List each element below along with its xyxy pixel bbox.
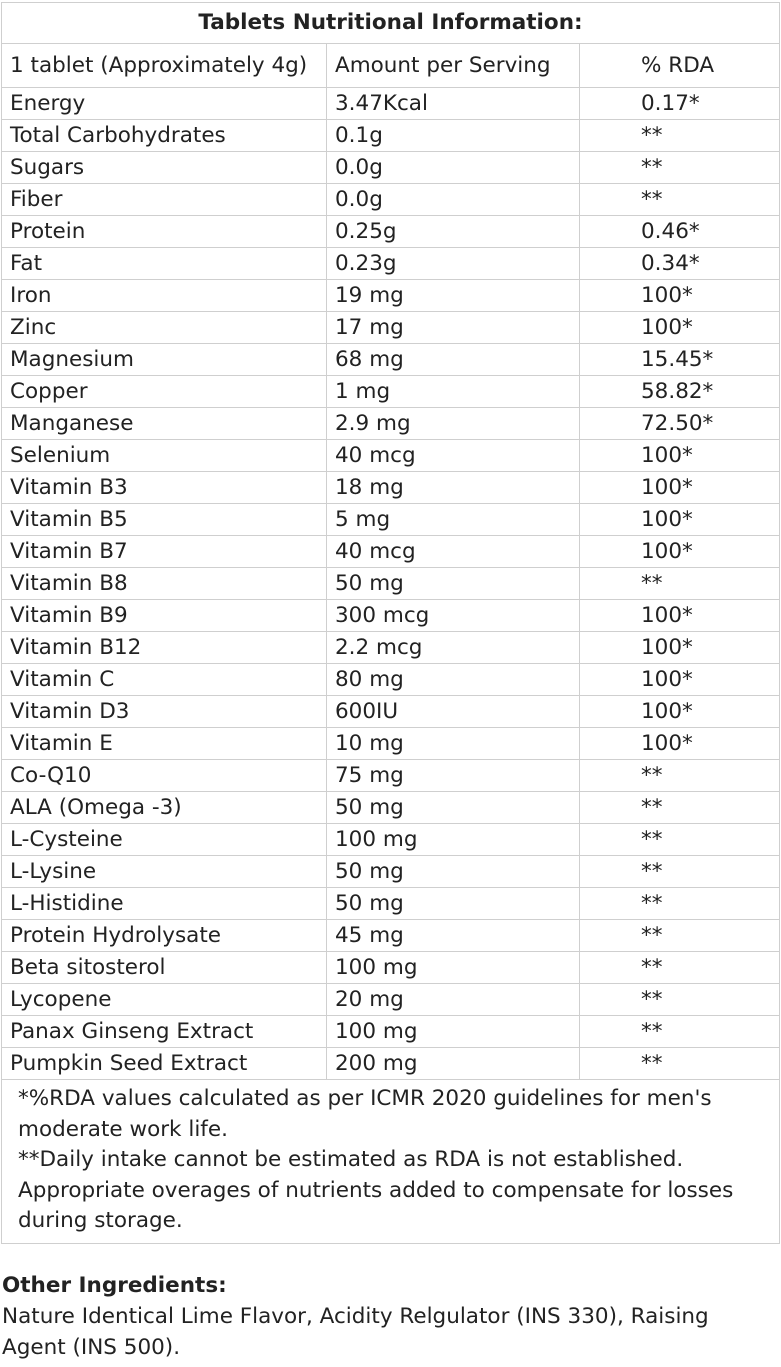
table-row — [2, 344, 780, 376]
nutrient-amount: 100 mg — [327, 1016, 580, 1048]
table-header-row — [2, 44, 780, 88]
nutrient-amount: 17 mg — [327, 312, 580, 344]
table-row — [2, 408, 780, 440]
nutrient-name: Magnesium — [2, 344, 327, 376]
table-row — [2, 152, 780, 184]
nutrient-name: Lycopene — [2, 984, 327, 1016]
nutrient-name: Vitamin C — [2, 664, 327, 696]
nutrient-rda: 100* — [580, 312, 780, 344]
nutrient-amount: 2.9 mg — [327, 408, 580, 440]
nutrient-rda: ** — [580, 184, 780, 216]
table-row — [2, 248, 780, 280]
other-ingredients-text: Nature Identical Lime Flavor, Acidity Relgulator (INS 330), Raising Agent (INS 500). — [2, 1304, 709, 1360]
nutrient-rda: 72.50* — [580, 408, 780, 440]
table-row — [2, 696, 780, 728]
nutrient-amount: 300 mcg — [327, 600, 580, 632]
nutrient-name: Pumpkin Seed Extract — [2, 1048, 327, 1080]
nutrient-amount: 0.25g — [327, 216, 580, 248]
nutrient-rda: ** — [580, 792, 780, 824]
nutrient-name: Beta sitosterol — [2, 952, 327, 984]
nutrient-name: Protein — [2, 216, 327, 248]
nutrient-amount: 20 mg — [327, 984, 580, 1016]
nutrient-name: Copper — [2, 376, 327, 408]
nutrient-rda: ** — [580, 760, 780, 792]
table-row — [2, 920, 780, 952]
nutrient-rda: 100* — [580, 600, 780, 632]
table-row — [2, 824, 780, 856]
footnote-no-rda: **Daily intake cannot be estimated as RDA is not established. Appropriate overages of nutrients added to compensate for losses during storage. — [18, 1147, 734, 1233]
nutrient-amount: 18 mg — [327, 472, 580, 504]
nutrient-rda: ** — [580, 120, 780, 152]
nutrient-amount: 0.23g — [327, 248, 580, 280]
nutrient-amount: 1 mg — [327, 376, 580, 408]
table-row — [2, 792, 780, 824]
nutrient-rda: 58.82* — [580, 376, 780, 408]
nutrient-name: Energy — [2, 88, 327, 120]
table-row — [2, 600, 780, 632]
nutrient-amount: 75 mg — [327, 760, 580, 792]
nutrient-rda: 100* — [580, 728, 780, 760]
table-row — [2, 216, 780, 248]
nutrient-amount: 50 mg — [327, 856, 580, 888]
table-row — [2, 280, 780, 312]
table-row — [2, 888, 780, 920]
table-row — [2, 632, 780, 664]
table-row — [2, 536, 780, 568]
nutrient-name: Vitamin B5 — [2, 504, 327, 536]
table-title: Tablets Nutritional Information: — [2, 3, 780, 44]
nutrient-name: Fat — [2, 248, 327, 280]
nutrient-rda: ** — [580, 1016, 780, 1048]
table-row — [2, 184, 780, 216]
nutrient-name: Manganese — [2, 408, 327, 440]
nutrient-name: Vitamin E — [2, 728, 327, 760]
table-row — [2, 440, 780, 472]
nutrient-rda: 0.34* — [580, 248, 780, 280]
nutrient-name: ALA (Omega -3) — [2, 792, 327, 824]
nutrient-rda: ** — [580, 568, 780, 600]
table-row — [2, 472, 780, 504]
nutrient-rda: 100* — [580, 536, 780, 568]
nutrient-amount: 45 mg — [327, 920, 580, 952]
table-row — [2, 984, 780, 1016]
nutrient-rda: 100* — [580, 632, 780, 664]
table-row — [2, 88, 780, 120]
nutrient-rda: ** — [580, 856, 780, 888]
nutrient-name: L-Histidine — [2, 888, 327, 920]
nutrient-amount: 10 mg — [327, 728, 580, 760]
nutrition-table — [1, 2, 780, 1244]
nutrient-amount: 0.0g — [327, 152, 580, 184]
nutrient-rda: 0.17* — [580, 88, 780, 120]
nutrient-amount: 0.0g — [327, 184, 580, 216]
nutrient-name: Vitamin B9 — [2, 600, 327, 632]
nutrient-rda: ** — [580, 888, 780, 920]
nutrient-name: Protein Hydrolysate — [2, 920, 327, 952]
other-ingredients-title: Other Ingredients: — [2, 1273, 227, 1298]
nutrient-rda: 100* — [580, 440, 780, 472]
footnote-rda: *%RDA values calculated as per ICMR 2020 guidelines for men's moderate work life. — [18, 1086, 712, 1142]
nutrient-name: L-Lysine — [2, 856, 327, 888]
nutrient-amount: 80 mg — [327, 664, 580, 696]
nutrient-rda: 100* — [580, 696, 780, 728]
nutrient-name: Vitamin D3 — [2, 696, 327, 728]
nutrient-amount: 40 mcg — [327, 536, 580, 568]
table-row — [2, 760, 780, 792]
nutrient-amount: 3.47Kcal — [327, 88, 580, 120]
nutrient-amount: 40 mcg — [327, 440, 580, 472]
nutrient-rda: ** — [580, 984, 780, 1016]
table-row — [2, 952, 780, 984]
nutrient-rda: ** — [580, 920, 780, 952]
nutrient-name: Selenium — [2, 440, 327, 472]
nutrient-name: Zinc — [2, 312, 327, 344]
nutrient-name: L-Cysteine — [2, 824, 327, 856]
nutrient-name: Panax Ginseng Extract — [2, 1016, 327, 1048]
nutrient-name: Iron — [2, 280, 327, 312]
nutrient-name: Co-Q10 — [2, 760, 327, 792]
table-row — [2, 312, 780, 344]
nutrient-amount: 100 mg — [327, 952, 580, 984]
nutrient-rda: 100* — [580, 280, 780, 312]
table-row — [2, 568, 780, 600]
nutrient-amount: 19 mg — [327, 280, 580, 312]
nutrient-amount: 5 mg — [327, 504, 580, 536]
nutrient-name: Total Carbohydrates — [2, 120, 327, 152]
nutrient-rda: ** — [580, 152, 780, 184]
nutrient-amount: 68 mg — [327, 344, 580, 376]
nutrient-name: Sugars — [2, 152, 327, 184]
nutrient-rda: 100* — [580, 472, 780, 504]
nutrient-rda: ** — [580, 824, 780, 856]
nutrient-amount: 100 mg — [327, 824, 580, 856]
nutrient-rda: 0.46* — [580, 216, 780, 248]
table-row — [2, 376, 780, 408]
nutrient-rda: ** — [580, 1048, 780, 1080]
nutrient-rda: 100* — [580, 664, 780, 696]
table-row — [2, 120, 780, 152]
nutrient-rda: ** — [580, 952, 780, 984]
nutrient-rda: 100* — [580, 504, 780, 536]
nutrient-name: Fiber — [2, 184, 327, 216]
table-row — [2, 1016, 780, 1048]
nutrient-amount: 50 mg — [327, 568, 580, 600]
column-header-rda: % RDA — [580, 44, 780, 88]
table-row — [2, 728, 780, 760]
column-header-serving: 1 tablet (Approximately 4g) — [2, 44, 327, 88]
nutrient-rda: 15.45* — [580, 344, 780, 376]
table-row — [2, 856, 780, 888]
nutrient-amount: 2.2 mcg — [327, 632, 580, 664]
other-ingredients — [2, 1270, 772, 1363]
table-row — [2, 1048, 780, 1080]
column-header-amount: Amount per Serving — [327, 44, 580, 88]
nutrient-name: Vitamin B7 — [2, 536, 327, 568]
table-row — [2, 664, 780, 696]
footnotes — [2, 1080, 780, 1244]
nutrient-amount: 0.1g — [327, 120, 580, 152]
nutrient-amount: 50 mg — [327, 888, 580, 920]
table-body — [2, 88, 780, 1080]
table-row — [2, 504, 780, 536]
nutrient-amount: 50 mg — [327, 792, 580, 824]
nutrient-name: Vitamin B3 — [2, 472, 327, 504]
nutrient-amount: 600IU — [327, 696, 580, 728]
nutrient-name: Vitamin B12 — [2, 632, 327, 664]
nutrient-name: Vitamin B8 — [2, 568, 327, 600]
nutrient-amount: 200 mg — [327, 1048, 580, 1080]
